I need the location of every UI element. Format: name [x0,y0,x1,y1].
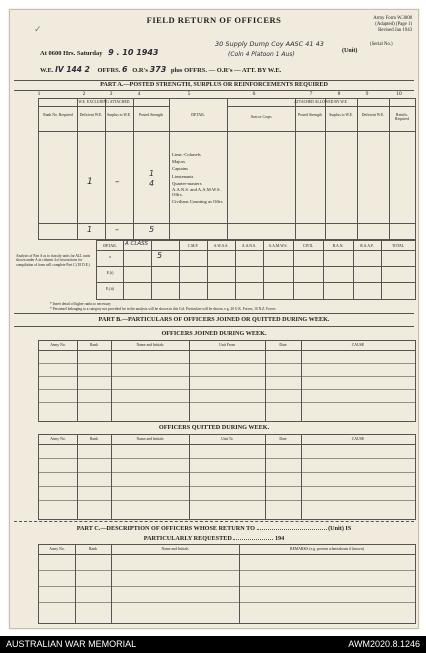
at-label: At 0600 Hrs. Saturday [40,50,103,57]
date-handwritten: 9 . 10 1943 [108,48,159,57]
offrs-label: OFFRS. [97,67,121,74]
quitted-table [38,434,416,520]
c-col-rank: Rank [88,547,97,551]
an-col-civil: CIVIL [302,244,314,248]
rank-qm: Quarter-masters [172,180,202,186]
att-label: plus OFFRS. — O.R's — ATT. BY W.E. [170,67,282,74]
part-a-grid [38,98,416,240]
army-form-revised: Revised Jan 1943 [378,28,412,33]
joined-col-name: Name and Initials [136,343,164,347]
army-form-ref [342,16,412,34]
part-c-requested-line [10,535,418,542]
part-c-year: 194 [274,535,285,542]
joined-col-cause: CAUSE [351,343,365,347]
we-line [40,65,281,74]
attached-header: ATTACHED ALLOWED BY W.E. [294,100,348,104]
col-num-6: 6 [252,91,256,97]
entry-deficient: 1 [87,177,93,187]
joined-title: OFFICERS JOINED DURING WEEK. [161,330,267,337]
at-line [40,48,158,57]
an-a-class-hw: A CLASS [125,241,148,247]
quitted-col-cause: CAUSE [351,437,365,441]
column-numbers [14,91,414,98]
joined-table [38,340,416,422]
unit-handwritten: 30 Supply Dump Coy AASC 41 43 [215,40,324,48]
analysis-grid [96,240,416,300]
col-reinfts: Reinfts. Required [395,113,409,122]
analysis-label: Analysis of Part A as to classify units for ALL units shown under A in column 4 of instructions for compilation of form will complete Part C (18 D.E.) [16,254,91,267]
form-title: FIELD RETURN OF OFFICERS [146,15,282,25]
rule-part-b-top [14,313,414,314]
we-label: W.E. [40,67,54,74]
col-num-2: 2 [82,91,86,97]
joined-col-unit-from: Unit From [219,343,235,347]
col-deficient: Deficient W.E. [79,113,103,117]
total-surplus: – [115,225,119,234]
col-posted: Posted Strength [139,113,163,117]
col-att-deficient: Deficient W.E. [361,113,385,117]
an-col-cmf: C.M.F. [187,244,199,248]
we-handwritten: IV 144 2 [55,65,90,74]
rank-majors: Majors [172,159,186,165]
an-row-a: a [109,255,111,259]
quitted-col-army-no: Army No. [50,437,66,441]
joined-col-rank: Rank [89,343,98,347]
part-c-unit-blank [257,529,327,530]
quitted-title: OFFICERS QUITTED DURING WEEK. [158,424,270,431]
col-num-4: 4 [137,91,141,97]
c-col-remarks: REMARKS (e.g. present whereabouts if known) [290,547,364,551]
col-arm-corps: Arm or Corps [250,115,272,119]
footnote-1: * Insert detail of higher ranks to necessary [50,302,111,306]
an-row-e2: E.(ii) [106,287,114,291]
an-col-raaf: R.A.A.F. [360,244,374,248]
an-a-value-hw: 5 [157,251,163,260]
col-num-8: 8 [337,91,341,97]
an-col-aamws: A.A.M.W.S. [268,244,288,248]
offrs-handwritten: 6 [122,65,128,74]
an-row-e1: E.(i) [106,271,114,275]
unit-label: (Unit) [342,48,358,54]
col-num-10: 10 [396,91,402,97]
rank-list [172,151,227,204]
footnote-2: * Personnel belonging to a category not provided for in the analysis will be shown in this Col. Particulars will be shown, e.g. 20 U.K. Forces, 10 N.Z. Forces [50,307,276,311]
quitted-col-name: Name and Initials [136,437,164,441]
part-c-title: PART C.—DESCRIPTION OF OFFICERS WHOSE RETURN TO [76,525,255,532]
an-col-awas: A.W.A.S. [213,244,229,248]
c-col-army-no: Army No. [49,547,65,551]
caption-bar [0,636,426,653]
total-posted: 5 [149,225,155,234]
we-excluding-header: W.E. EXCLUDING ATTACHED [78,100,130,104]
an-col-detail: DETAIL [103,244,117,248]
entry-surplus: – [115,177,120,187]
col-att-posted: Posted Strength [298,113,322,117]
col-num-3: 3 [109,91,113,97]
col-num-9: 9 [365,91,369,97]
an-col-aans: A.A.N.S. [241,244,257,248]
quitted-col-rank: Rank [89,437,98,441]
form-sheet [9,9,419,629]
detail-header: DETAIL [191,113,205,117]
joined-col-army-no: Army No. [50,343,66,347]
rank-civilians: Civilians Counting as Offrs [172,199,223,205]
part-b-title: PART B.—PARTICULARS OF OFFICERS JOINED OR QUITTED DURING WEEK. [98,316,330,323]
ors-label: O.R's [132,67,148,74]
rule-part-b-sub [14,326,414,327]
part-c-table [38,544,416,624]
pencil-mark: ✓ [34,24,42,34]
col-num-5: 5 [187,91,191,97]
rank-captains: Captains [172,166,189,172]
joined-col-date: Date [279,343,287,347]
c-col-name: Name and Initials [161,547,189,551]
entry-posted-1: 1 [149,169,155,178]
quitted-col-date: Date [279,437,287,441]
army-form-adapted: (Adapted) (Page 1) [375,22,412,27]
part-c-requested: PARTICULARLY REQUESTED [143,535,232,542]
caption-id: AWM2020.8.1246 [348,639,420,649]
part-c-unit-is: (Unit) IS [328,525,352,532]
unit-handwritten-2: (Coln 4 Platoon 1 Aus) [228,51,295,58]
total-deficient: 1 [87,225,93,234]
caption-source: AUSTRALIAN WAR MEMORIAL [6,639,137,649]
entry-posted-2: 4 [149,179,155,188]
an-col-ran: R.A.N. [332,244,344,248]
an-col-total: TOTAL [391,244,405,248]
part-c-title-line [10,525,418,532]
col-num-1: 1 [37,91,41,97]
col-num-7: 7 [309,91,313,97]
col-att-surplus: Surplus to W.E. [329,113,353,117]
part-a-title: PART A.—POSTED STRENGTH, SURPLUS OR REINFORCEMENTS REQUIRED [100,81,328,88]
serial-label: (Serial No.) [370,42,393,47]
part-c-date-blank [233,539,273,540]
rank-aans: A.A.N.S. and A.A.M.W.S. Offrs. [172,187,221,198]
col-surplus: Surplus to W.E. [107,113,131,117]
ors-handwritten: 373 [149,65,167,74]
col-rank-required: Rank No. Required [43,113,73,117]
quitted-col-unit-to: Unit To [221,437,233,441]
rank-lt-col: Lieut.-Colonels [172,152,201,157]
rank-lieutenants: Lieutenants [172,173,194,179]
rule-part-c-top [14,521,414,522]
army-form-number: Army Form W.3008 [373,16,412,21]
